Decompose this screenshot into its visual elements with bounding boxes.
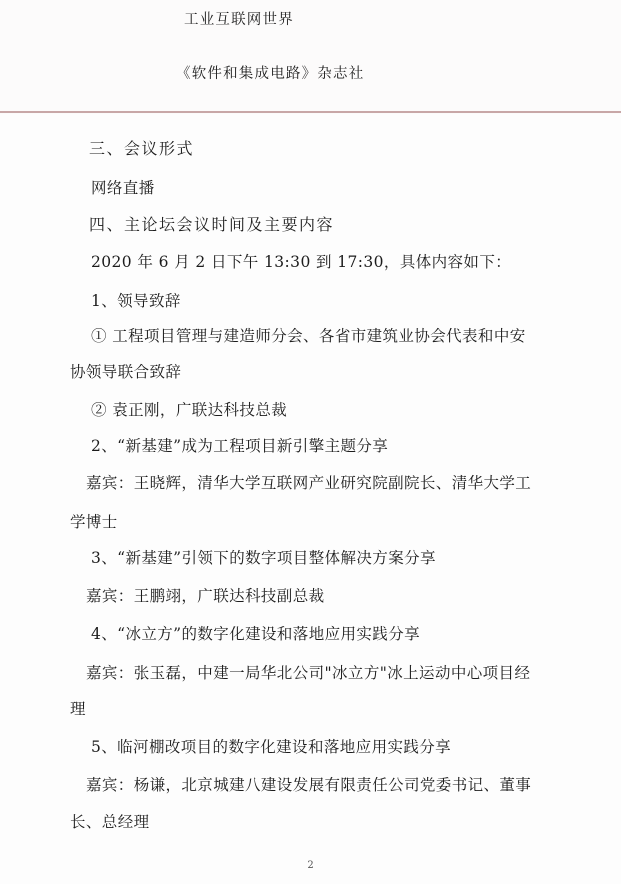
page-break-rule [0,111,621,113]
agenda-item-5-guest-line-2: 长、总经理 [70,813,150,831]
agenda-item-2-guest-line-2: 学博士 [70,513,118,531]
agenda-item-1-title: 1、领导致辞 [91,292,181,310]
agenda-item-1-sub-1-line-2: 协领导联合致辞 [70,363,182,381]
agenda-item-1-sub-1-line-1: ① 工程项目管理与建造师分会、各省市建筑业协会代表和中安 [91,327,526,345]
agenda-item-1-sub-2: ② 袁正刚，广联达科技总裁 [91,401,288,419]
organizer-line-2: 《软件和集成电路》杂志社 [176,66,365,82]
agenda-item-3-title: 3、“新基建”引领下的数字项目整体解决方案分享 [91,549,436,567]
agenda-time: 2020 年 6 月 2 日下午 13:30 到 17:30，具体内容如下： [91,253,512,271]
agenda-item-2-guest-line-1: 嘉宾：王晓辉，清华大学互联网产业研究院副院长、清华大学工 [86,474,532,492]
agenda-item-3-guest: 嘉宾：王鹏翊，广联达科技副总裁 [86,587,325,605]
organizer-line-1: 工业互联网世界 [184,12,294,28]
meeting-format-value: 网络直播 [91,179,155,197]
page-number: 2 [307,860,314,871]
agenda-item-2-title: 2、“新基建”成为工程项目新引擎主题分享 [91,437,389,455]
agenda-item-5-title: 5、临河棚改项目的数字化建设和落地应用实践分享 [91,738,452,756]
agenda-heading: 四、主论坛会议时间及主要内容 [89,215,335,234]
agenda-item-4-guest-line-1: 嘉宾：张玉磊，中建一局华北公司"冰立方"冰上运动中心项目经 [86,664,531,682]
agenda-item-5-guest-line-1: 嘉宾：杨谦，北京城建八建设发展有限责任公司党委书记、董事 [86,776,532,794]
agenda-item-4-guest-line-2: 理 [70,700,86,718]
meeting-format-heading: 三、会议形式 [89,139,195,158]
previous-page-tail [0,0,621,114]
agenda-item-4-title: 4、“冰立方”的数字化建设和落地应用实践分享 [91,625,421,643]
